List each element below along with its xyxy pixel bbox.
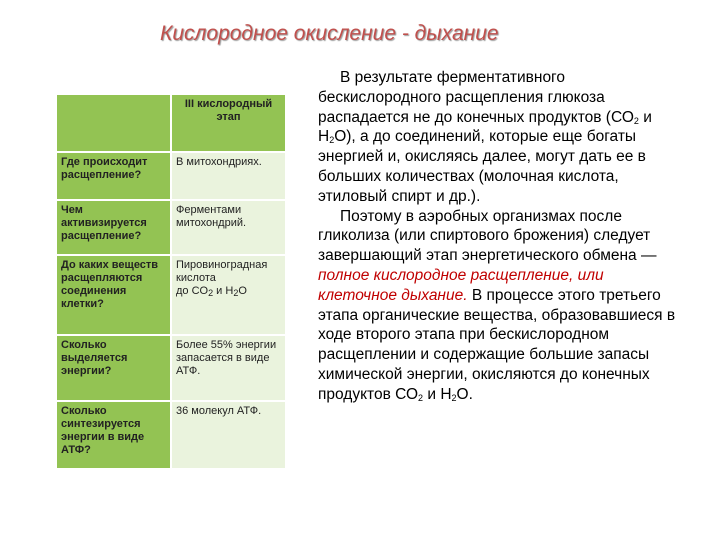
question-cell: Где происходит расщепление?	[56, 152, 171, 200]
answer-cell	[171, 255, 286, 335]
answer-pre: до CO	[176, 285, 209, 297]
answer-cell: В митохондриях.	[171, 152, 286, 200]
question-cell: До каких веществ расщепляются соединения клетки?	[56, 255, 171, 335]
table-row	[56, 401, 286, 469]
question-cell: Сколько синтезируется энергии в виде АТФ?	[56, 401, 171, 469]
table-header-cell: III кислородный этап	[171, 94, 286, 152]
answer-mid: и H	[213, 285, 234, 297]
paragraph-2: Поэтому в аэробных организмах после гликолиза (или спиртового брожения) следует завершающий этап энергетического обмена — полное кислородное расщепление, или клеточное дыхание. В процессе этого третьего этапа органические вещества, образовавшиеся в ходе второго этапа при бескислородном расщеплении и содержащие большие запасы химической энергии, окисляются до конечных продуктов $СО_2$ и $Н_2О$.	[318, 207, 676, 403]
body-text	[318, 68, 678, 405]
answer-main: Пировиноградная кислота	[176, 259, 268, 284]
table-row	[56, 200, 286, 255]
table-row	[56, 335, 286, 401]
stages-table	[55, 93, 287, 470]
paragraph-1: В результате ферментативного бескислородного расщепления глюкоза распадается не до конечных продуктов ($СО_2$ и $Н_2О$), а до соединений, которые еще богаты энергией и, окисляясь далее, могут дать ее в больших количествах (молочная кислота, этиловый спирт и др.).	[318, 69, 652, 205]
table-row	[56, 255, 286, 335]
table-corner-cell	[56, 94, 171, 152]
question-cell: Сколько выделяется энергии?	[56, 335, 171, 401]
answer-cell: Ферментами митохондрий.	[171, 200, 286, 255]
highlighted-term: полное кислородное расщепление, или клеточное дыхание.	[318, 266, 604, 304]
question-cell: Чем активизируется расщепление?	[56, 200, 171, 255]
subscript: 2	[633, 115, 639, 126]
subscript: 2	[208, 288, 214, 298]
subscript: 2	[329, 135, 335, 146]
answer-cell: 36 молекул АТФ.	[171, 401, 286, 469]
table-header-row	[56, 94, 286, 152]
answer-post: O	[238, 285, 247, 297]
subscript: 2	[418, 392, 424, 403]
slide-title: Кислородное окисление - дыхание	[160, 22, 499, 45]
subscript: 2	[451, 392, 457, 403]
answer-cell: Более 55% энергии запасается в виде АТФ.	[171, 335, 286, 401]
table-row	[56, 152, 286, 200]
subscript: 2	[233, 288, 239, 298]
